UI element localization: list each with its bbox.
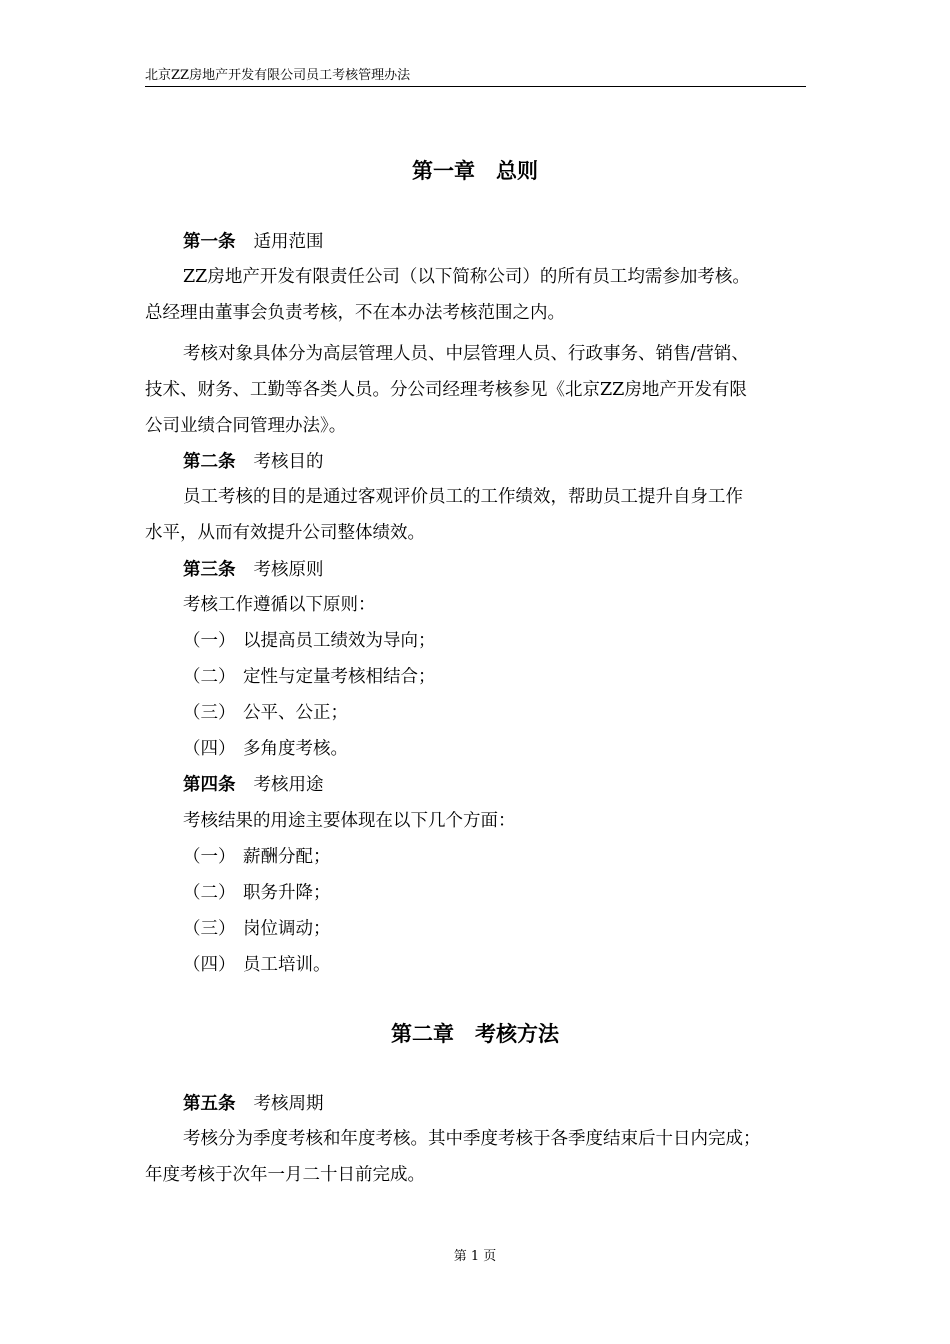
paragraph-line: 员工考核的目的是通过客观评价员工的工作绩效，帮助员工提升自身工作: [183, 487, 743, 507]
list-text: 员工培训。: [243, 955, 331, 975]
article-topic: 考核目的: [253, 452, 324, 472]
header-title: 北京ZZ房地产开发有限公司员工考核管理办法: [145, 68, 411, 83]
article-4-heading: [183, 771, 324, 799]
article-topic: 适用范围: [253, 232, 324, 252]
list-item: [183, 951, 331, 979]
paragraph-line: 公司业绩合同管理办法》。: [145, 416, 347, 436]
list-marker: （一）: [183, 847, 236, 867]
article-2-heading: [183, 448, 324, 476]
page-number: 第 1 页: [453, 1249, 497, 1264]
list-text: 职务升降；: [243, 883, 331, 903]
article-1-paragraph-2: [145, 336, 806, 444]
paragraph-line: 年度考核于次年一月二十日前完成。: [145, 1165, 425, 1185]
article-3-heading: [183, 556, 324, 584]
chapter-1-title: 第一章 总则: [412, 158, 538, 183]
article-3-intro: 考核工作遵循以下原则：: [183, 595, 376, 615]
list-text: 多角度考核。: [243, 739, 348, 759]
article-topic: 考核周期: [253, 1094, 324, 1114]
list-item: [183, 843, 331, 871]
paragraph-line: 考核对象具体分为高层管理人员、中层管理人员、行政事务、销售/营销、: [183, 344, 749, 364]
article-number: 第五条: [183, 1094, 236, 1114]
list-item: [183, 699, 348, 727]
list-item: [183, 879, 331, 907]
article-1-paragraph-1: [145, 259, 806, 331]
list-text: 公平、公正；: [243, 703, 348, 723]
article-topic: 考核用途: [253, 775, 324, 795]
page-header: [145, 66, 806, 87]
article-number: 第二条: [183, 452, 236, 472]
article-topic: 考核原则: [253, 560, 324, 580]
list-marker: （二）: [183, 883, 236, 903]
list-item: [183, 915, 331, 943]
list-marker: （一）: [183, 631, 236, 651]
article-4-intro: 考核结果的用途主要体现在以下几个方面：: [183, 811, 516, 831]
page-footer: [0, 1247, 950, 1267]
list-marker: （四）: [183, 955, 236, 975]
list-marker: （二）: [183, 667, 236, 687]
list-marker: （三）: [183, 703, 236, 723]
list-item: [183, 627, 436, 655]
article-number: 第三条: [183, 560, 236, 580]
article-2-paragraph-1: [145, 479, 806, 551]
article-number: 第一条: [183, 232, 236, 252]
paragraph-line: 考核分为季度考核和年度考核。其中季度考核于各季度结束后十日内完成；: [183, 1129, 761, 1149]
article-5-paragraph-1: [145, 1121, 806, 1193]
paragraph-line: ZZ房地产开发有限责任公司（以下简称公司）的所有员工均需参加考核。: [183, 267, 750, 287]
list-text: 定性与定量考核相结合；: [243, 667, 436, 687]
list-text: 以提高员工绩效为导向；: [243, 631, 436, 651]
chapter-2-title: 第二章 考核方法: [391, 1021, 559, 1046]
list-text: 岗位调动；: [243, 919, 331, 939]
list-marker: （四）: [183, 739, 236, 759]
list-marker: （三）: [183, 919, 236, 939]
paragraph-line: 水平，从而有效提升公司整体绩效。: [145, 523, 425, 543]
article-1-heading: [183, 228, 324, 256]
article-number: 第四条: [183, 775, 236, 795]
article-5-heading: [183, 1090, 324, 1118]
paragraph-line: 技术、财务、工勤等各类人员。分公司经理考核参见《北京ZZ房地产开发有限: [145, 380, 747, 400]
list-text: 薪酬分配；: [243, 847, 331, 867]
list-item: [183, 735, 348, 763]
paragraph-line: 总经理由董事会负责考核，不在本办法考核范围之内。: [145, 303, 565, 323]
list-item: [183, 663, 436, 691]
